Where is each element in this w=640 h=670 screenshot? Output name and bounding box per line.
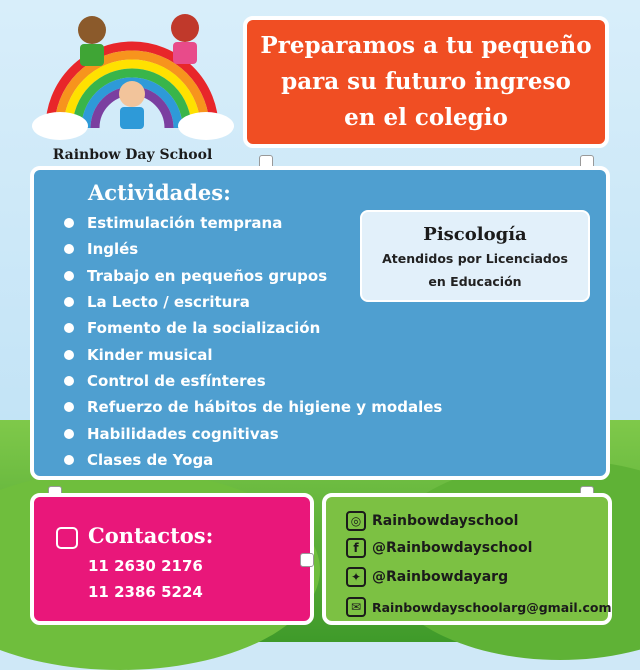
bullet-icon [64,350,74,360]
twitter-icon: ✦ [346,567,366,587]
logo-school-name: Rainbow Day School [52,147,213,163]
bullet-icon [64,376,74,386]
activity-label: Control de esfínteres [87,371,266,390]
activity-label: Kinder musical [87,345,213,364]
psicologia-title: Piscología [423,224,527,245]
facebook-icon: f [346,538,366,558]
headline-banner [243,16,609,148]
activity-label: Refuerzo de hábitos de higiene y modales [87,398,443,417]
twitter-handle: @Rainbowdayarg [372,569,509,585]
email-icon: ✉ [346,597,366,617]
activity-label: La Lecto / escritura [87,293,250,312]
activity-label: Fomento de la socialización [87,319,321,338]
email-address: Rainbowdayschoolarg@gmail.com [372,599,612,615]
activity-label: Clases de Yoga [87,450,214,469]
clip-icon [300,553,314,567]
school-logo [20,8,245,163]
bullet-icon [64,244,74,254]
twitter-row[interactable] [346,567,508,587]
list-item [64,447,442,473]
contacts-panel [30,493,314,625]
psicologia-box [360,210,590,302]
facebook-row[interactable] [346,538,532,558]
phone-icon [56,527,78,549]
list-item [64,368,442,394]
activity-label: Estimulación temprana [87,214,283,233]
bullet-icon [64,297,74,307]
activity-label: Inglés [87,240,139,259]
headline-text: Preparamos a tu pequeño para su futuro ingreso en el colegio [260,32,592,131]
list-item [64,341,442,367]
list-item [64,315,442,341]
list-item [64,420,442,446]
phone-number-2[interactable]: 11 2386 5224 [88,583,203,601]
bullet-icon [64,429,74,439]
activities-panel [30,166,610,480]
activity-label: Trabajo en pequeños grupos [87,266,328,285]
social-panel [322,493,612,625]
activity-label: Habilidades cognitivas [87,424,279,443]
bullet-icon [64,402,74,412]
instagram-handle: Rainbowdayschool [372,513,519,529]
instagram-icon: ◎ [346,511,366,531]
bullet-icon [64,218,74,228]
psicologia-description: Atendidos por Licenciados en Educación [382,251,568,289]
contacts-title: Contactos: [88,523,214,548]
bullet-icon [64,271,74,281]
list-item [64,394,442,420]
activities-title: Actividades: [88,180,231,205]
bullet-icon [64,455,74,465]
facebook-handle: @Rainbowdayschool [372,540,533,556]
bullet-icon [64,323,74,333]
email-row[interactable] [346,597,611,617]
rainbow-logo-graphic [20,8,245,148]
phone-number-1[interactable]: 11 2630 2176 [88,557,203,575]
instagram-row[interactable] [346,511,518,531]
